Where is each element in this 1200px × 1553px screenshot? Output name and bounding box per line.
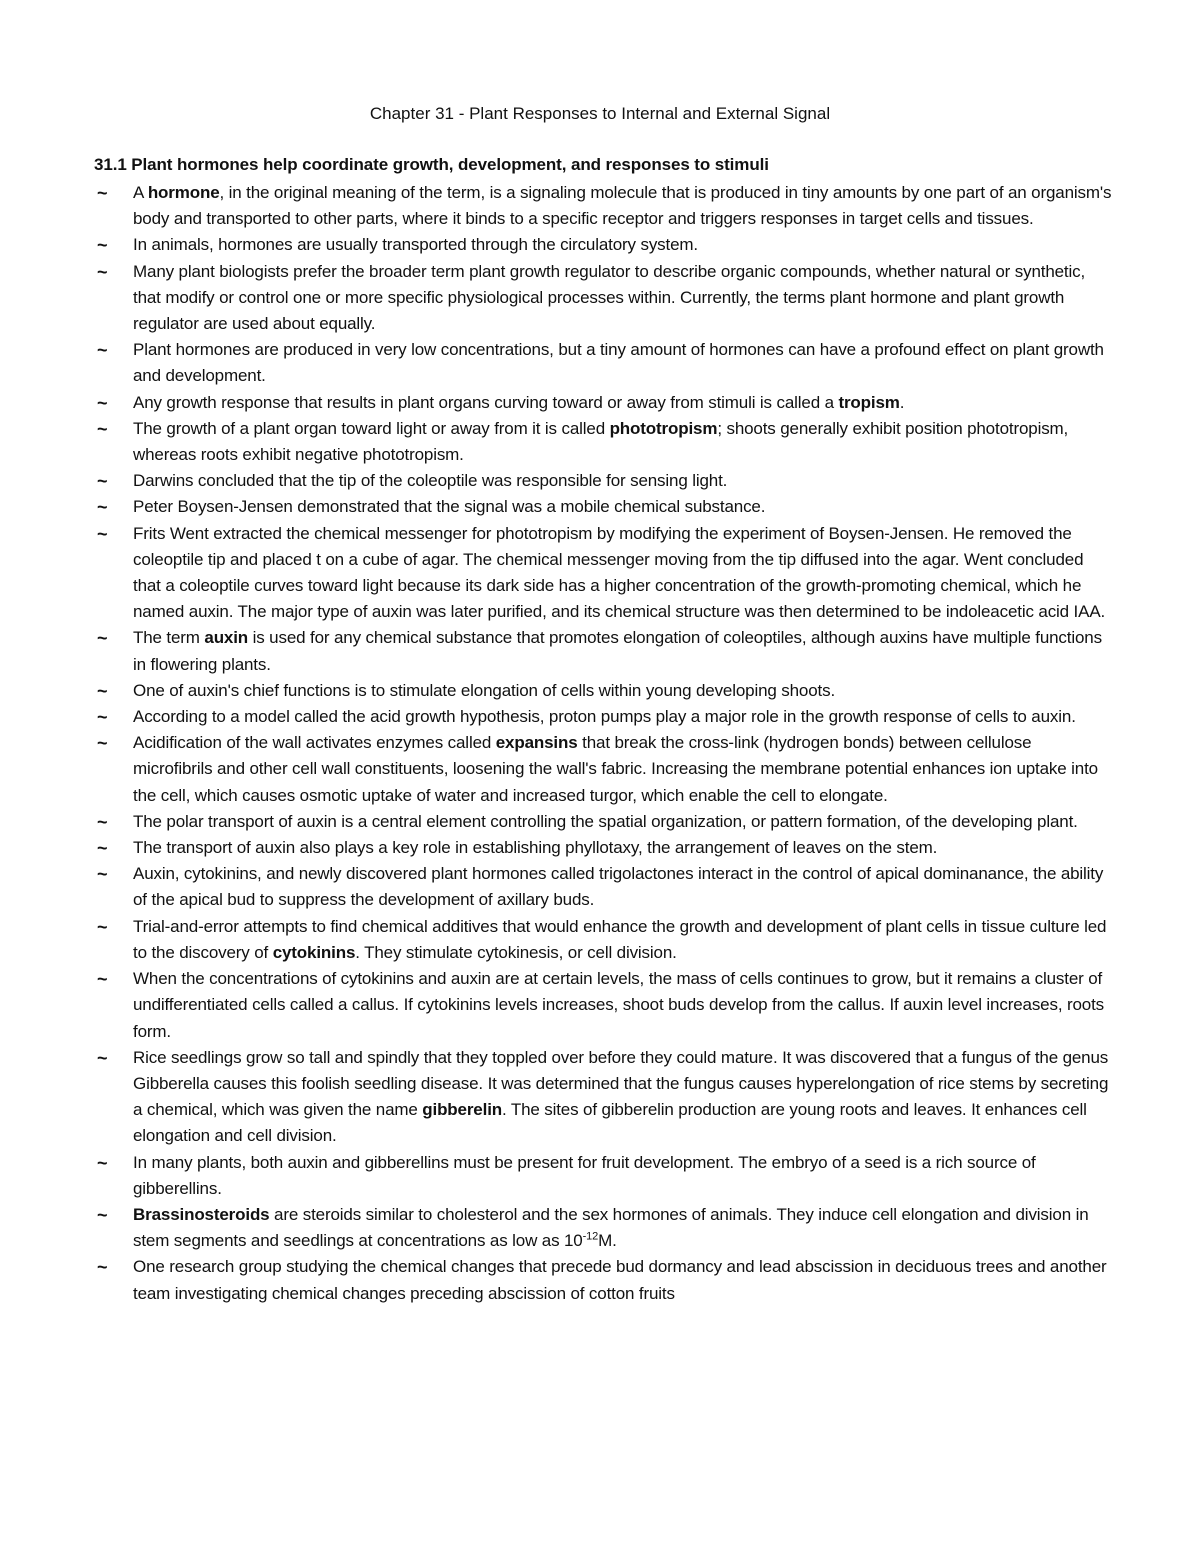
tilde-bullet-icon: ~ (97, 628, 108, 649)
tilde-bullet-icon: ~ (97, 235, 108, 256)
list-item (94, 232, 1114, 258)
item-text: . The sites of gibberelin production are young roots and leaves. It enhances cell elongation and cell division. (133, 1100, 1087, 1146)
list-item (94, 704, 1114, 730)
list-item (94, 521, 1114, 626)
item-text: ; shoots generally exhibit position phototropism, whereas roots exhibit negative phototropism. (133, 418, 1069, 465)
item-text: , in the original meaning of the term, is a signaling molecule that is produced in tiny amounts by one part of an organism's body and transported to other parts, where it binds to a specific receptor and triggers responses in target cells and tissues. (133, 183, 1112, 229)
list-item (94, 259, 1114, 338)
tilde-bullet-icon: ~ (97, 183, 108, 203)
tilde-bullet-icon: ~ (97, 1047, 108, 1068)
item-text: When the concentrations of cytokinins and auxin are at certain levels, the mass of cells continues to grow, but it remains a cluster of undifferentiated cells called a callus. If cytokinins levels increases, shoot buds develop from the callus. If auxin level increases, roots form. (133, 969, 1105, 1041)
tilde-bullet-icon: ~ (97, 418, 108, 439)
list-item (94, 1202, 1114, 1254)
tilde-bullet-icon: ~ (97, 523, 108, 544)
item-text: Acidification of the wall activates enzymes called (133, 733, 496, 753)
tilde-bullet-icon: ~ (97, 340, 108, 361)
list-item (94, 468, 1114, 494)
item-text: is used for any chemical substance that promotes elongation of coleoptiles, although auxins have multiple functions in flowering plants. (133, 628, 1102, 674)
bold-term: cytokinins (272, 942, 356, 962)
tilde-bullet-icon: ~ (97, 733, 108, 754)
list-item (94, 180, 1114, 232)
bold-term: phototropism (609, 418, 718, 438)
item-text: In animals, hormones are usually transported through the circulatory system. (133, 235, 698, 255)
tilde-bullet-icon: ~ (97, 680, 108, 701)
tilde-bullet-icon: ~ (97, 261, 108, 282)
list-item (94, 1045, 1114, 1150)
tilde-bullet-icon: ~ (97, 707, 108, 728)
item-text: are steroids similar to cholesterol and the sex hormones of animals. They induce cell elongation and division in stem segments and seedlings at concentrations as low as 10 (133, 1204, 1089, 1251)
tilde-bullet-icon: ~ (97, 392, 108, 413)
item-text: According to a model called the acid growth hypothesis, proton pumps play a major role in the growth response of cells to auxin. (133, 707, 1076, 727)
item-text: Any growth response that results in plant organs curving toward or away from stimuli is called a (133, 392, 839, 412)
item-text: Auxin, cytokinins, and newly discovered plant hormones called trigolactones interact in the control of apical dominanance, the ability of the apical bud to suppress the development of axillary buds. (133, 864, 1104, 910)
tilde-bullet-icon: ~ (97, 1257, 108, 1278)
bold-term: gibberelin (422, 1100, 502, 1120)
tilde-bullet-icon: ~ (97, 969, 108, 990)
list-item (94, 861, 1114, 913)
list-item (94, 416, 1114, 468)
item-text: Many plant biologists prefer the broader term plant growth regulator to describe organic compounds, whether natural or synthetic, that modify or control one or more specific physiological processes within. Currently, the terms plant hormone and plant growth regulator are used about equally. (133, 261, 1086, 334)
list-item (94, 625, 1114, 677)
tilde-bullet-icon: ~ (97, 1152, 108, 1173)
item-text: Darwins concluded that the tip of the coleoptile was responsible for sensing light. (133, 471, 728, 491)
superscript: -12 (582, 1230, 599, 1243)
item-text: that break the cross-link (hydrogen bonds) between cellulose microfibrils and other cell wall constituents, loosening the wall's fabric. Increasing the membrane potential enhances ion uptake into the cell, which causes osmotic uptake of water and increased turgor, which enable the cell to elongate. (133, 733, 1098, 805)
item-text: The transport of auxin also plays a key role in establishing phyllotaxy, the arrangement of leaves on the stem. (133, 838, 938, 858)
page-title: Chapter 31 - Plant Responses to Internal and External Signal (369, 104, 831, 123)
item-text: Rice seedlings grow so tall and spindly that they toppled over before they could mature. It was discovered that a fungus of the genus Gibberella causes this foolish seedling disease. It was determined that the fungus causes hyperelongation of rice stems by secreting a chemical, which was given the name (133, 1047, 1109, 1120)
item-text: Trial-and-error attempts to find chemical additives that would enhance the growth and development of plant cells in tissue culture led to the discovery of (133, 916, 1107, 962)
tilde-bullet-icon: ~ (97, 916, 108, 937)
tilde-bullet-icon: ~ (97, 838, 108, 859)
item-text: The polar transport of auxin is a central element controlling the spatial organization, or pattern formation, of the developing plant. (133, 811, 1078, 831)
section-heading: 31.1 Plant hormones help coordinate growth, development, and responses to stimuli (94, 155, 769, 174)
bullet-list (94, 180, 1114, 1307)
bold-term: tropism (838, 392, 900, 412)
item-text: M. (598, 1231, 617, 1251)
item-text: In many plants, both auxin and gibberellins must be present for fruit development. The embryo of a seed is a rich source of gibberellins. (133, 1152, 1036, 1198)
item-text: . (899, 392, 905, 412)
item-text: A (133, 183, 148, 202)
item-text: One research group studying the chemical changes that precede bud dormancy and lead abscission in deciduous trees and another team investigating chemical changes preceding abscission of cotton fruits (133, 1257, 1107, 1303)
bold-term: auxin (204, 628, 249, 648)
item-text: Plant hormones are produced in very low concentrations, but a tiny amount of hormones can have a profound effect on plant growth and development. (133, 340, 1104, 386)
list-item (94, 730, 1114, 809)
tilde-bullet-icon: ~ (97, 497, 108, 518)
tilde-bullet-icon: ~ (97, 1204, 108, 1225)
list-item (94, 835, 1114, 861)
list-item (94, 809, 1114, 835)
bold-term: Brassinosteroids (133, 1204, 270, 1224)
tilde-bullet-icon: ~ (97, 864, 108, 885)
item-text: One of auxin's chief functions is to stimulate elongation of cells within young developing shoots. (133, 680, 836, 700)
item-text: Peter Boysen-Jensen demonstrated that the signal was a mobile chemical substance. (133, 497, 766, 517)
tilde-bullet-icon: ~ (97, 471, 108, 492)
bold-term: hormone (147, 183, 220, 202)
list-item (94, 1150, 1114, 1202)
bold-term: expansins (495, 733, 578, 753)
item-text: The growth of a plant organ toward light or away from it is called (133, 418, 610, 438)
list-item (94, 1254, 1114, 1306)
list-item (94, 966, 1114, 1045)
tilde-bullet-icon: ~ (97, 811, 108, 832)
item-text: Frits Went extracted the chemical messenger for phototropism by modifying the experiment of Boysen-Jensen. He removed the coleoptile tip and placed t on a cube of agar. The chemical messenger moving from the tip diffused into the agar. Went concluded that a coleoptile curves toward light because its dark side has a higher concentration of the growth-promoting chemical, which he named auxin. The major type of auxin was later purified, and its chemical structure was then determined to be indoleacetic acid IAA. (133, 523, 1106, 622)
list-item (94, 494, 1114, 520)
item-text: . They stimulate cytokinesis, or cell division. (355, 942, 677, 962)
list-item (94, 337, 1114, 389)
list-item (94, 914, 1114, 966)
list-item (94, 678, 1114, 704)
list-item (94, 390, 1114, 416)
item-text: The term (133, 628, 205, 648)
